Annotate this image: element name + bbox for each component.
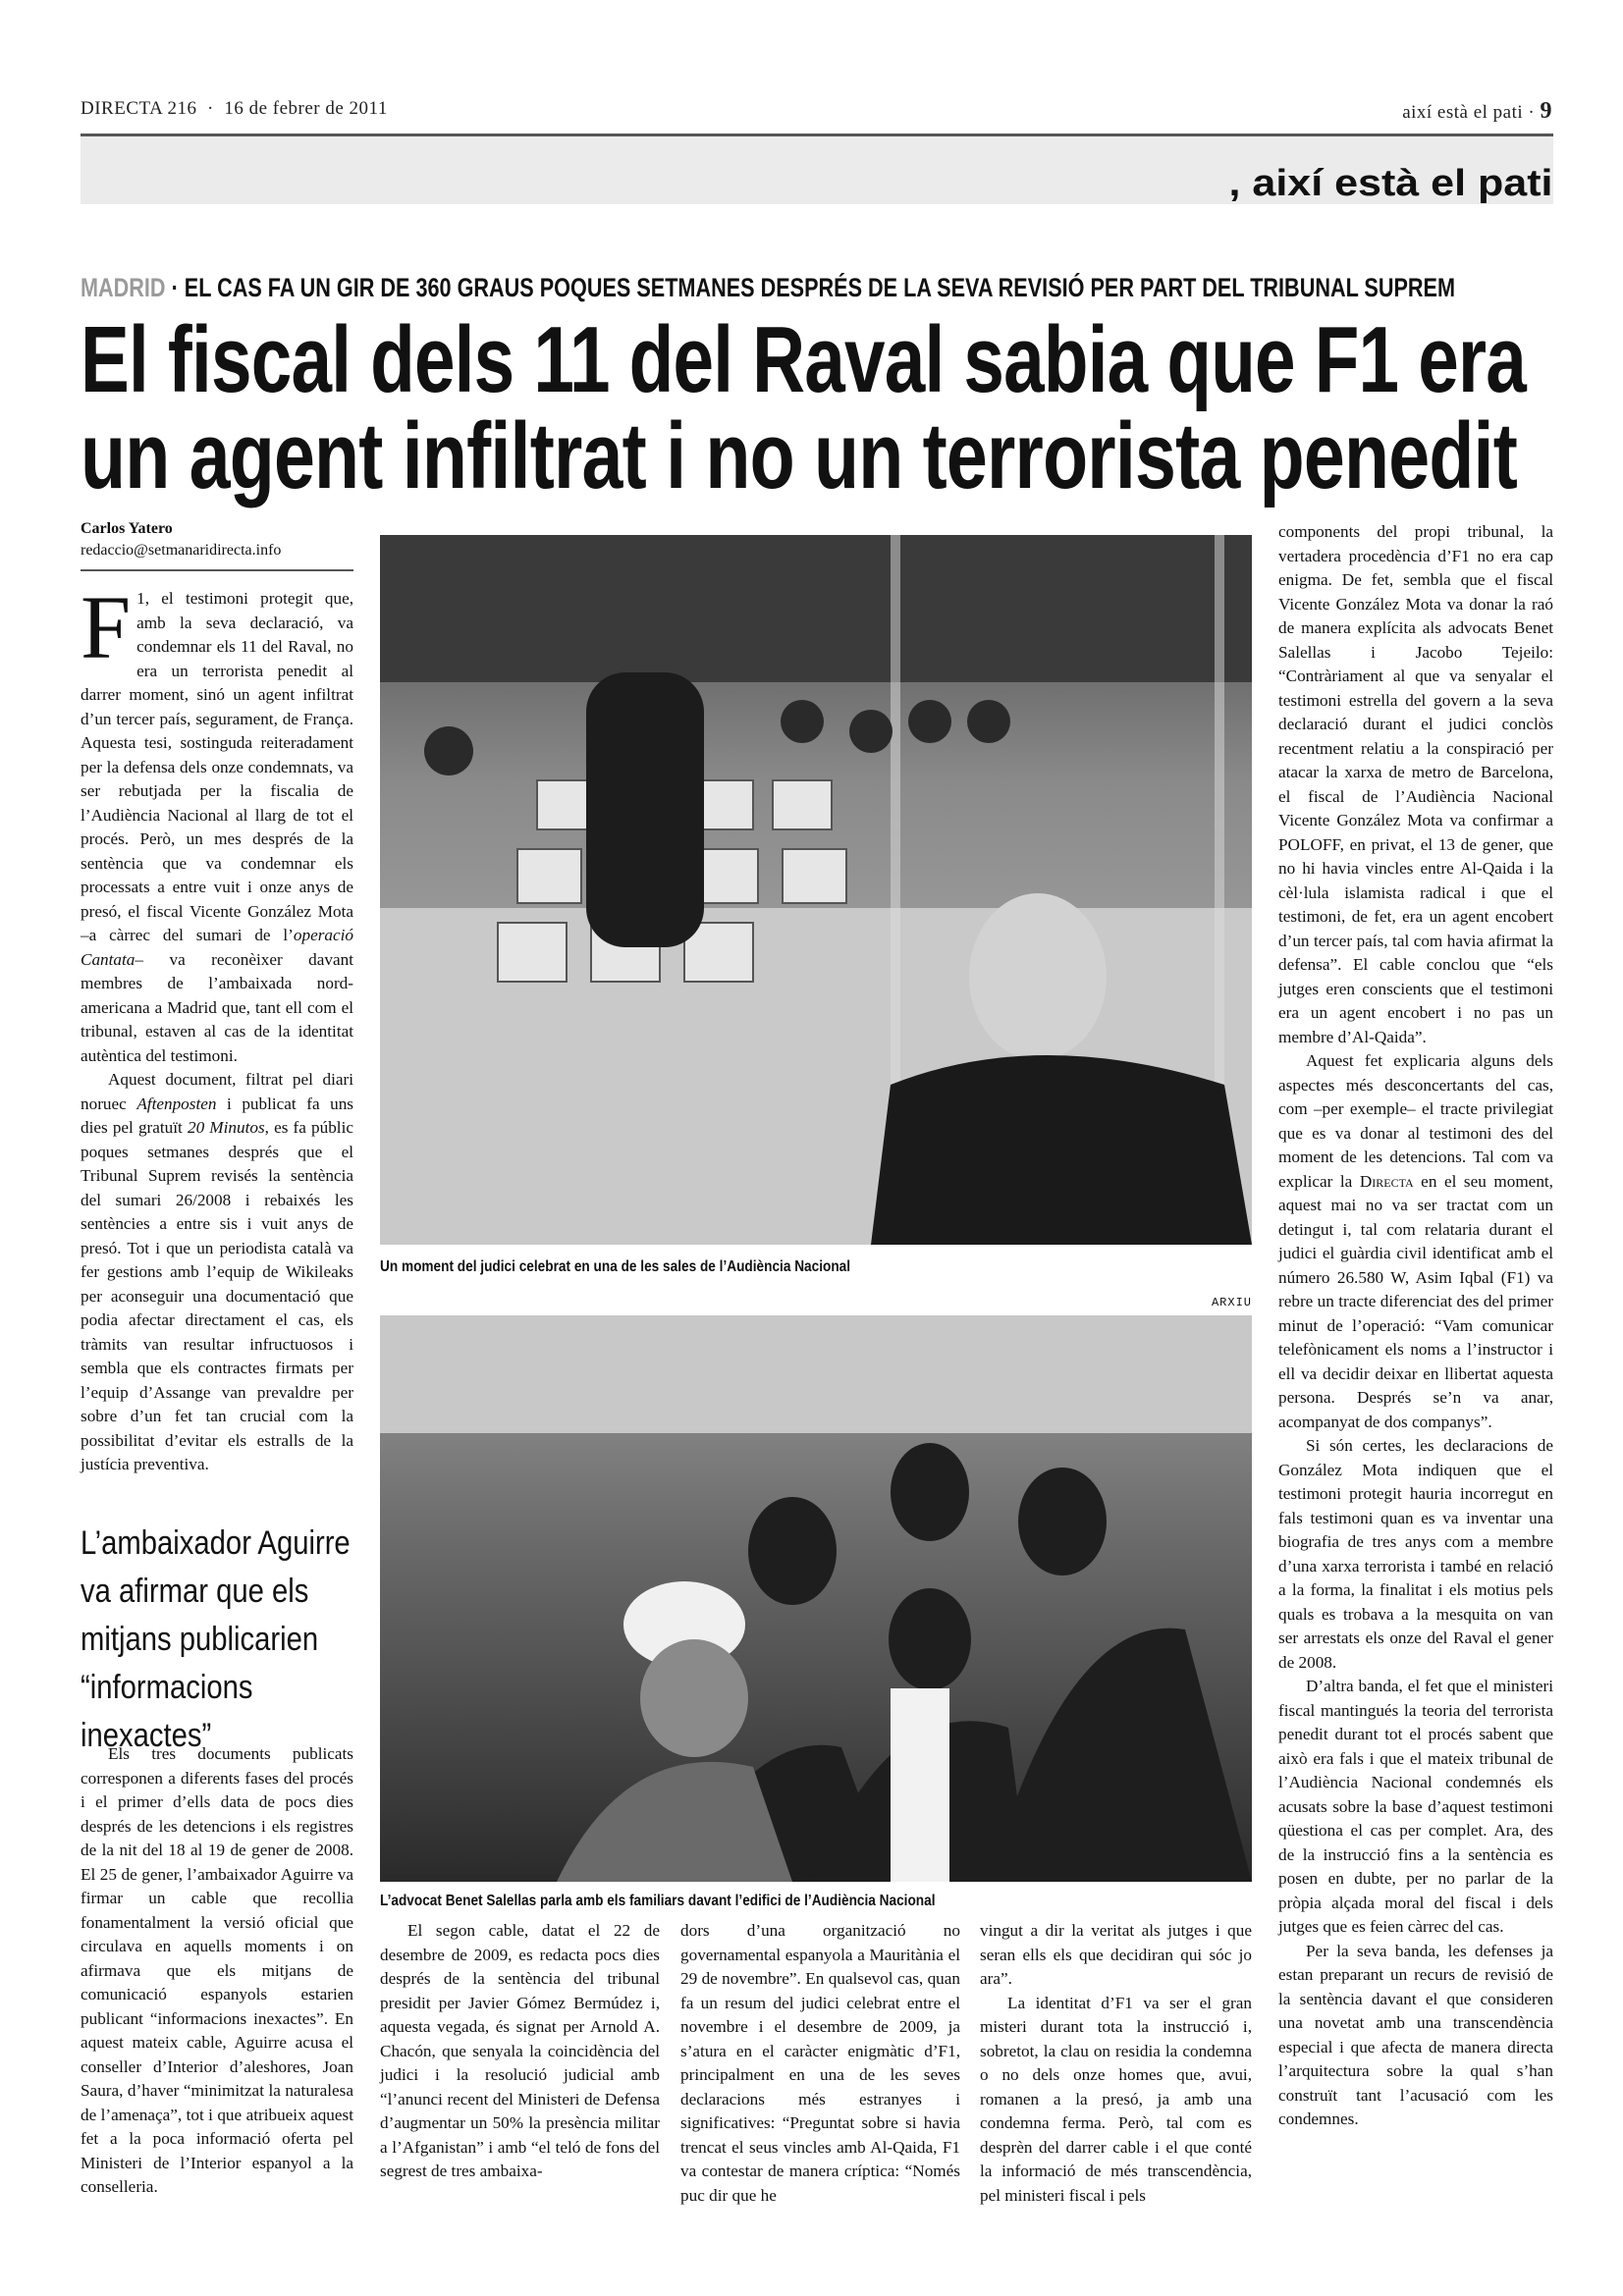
headline	[81, 307, 1623, 508]
italic-run: Aftenposten	[136, 1094, 217, 1113]
paragraph: La identitat d’F1 va ser el gran misteri durant tota la instrucció i, sobretot, la clau on residia la condemna o no dels onze homes que, avui, romanen a la presó, ja amb una condemna ferma. Però, tal com es desprèn del darrer cable i el que conté la informació de més transcendència, pel ministeri fiscal i pels	[980, 1993, 1252, 2205]
author-name: Carlos Yatero	[81, 520, 173, 537]
left-column-bottom	[81, 1742, 353, 2200]
publication-name: Directa	[1359, 1171, 1414, 1191]
italic-run: operació Cantata	[81, 926, 353, 969]
paragraph: components del propi tribunal, la vertadera procedència d’F1 no era cap enigma. De fet, sembla que el fiscal Vicente González Mota va donar la raó de manera explícita als advocats Benet Salellas i Jacobo Tejeilo: “Contràriament al que va senyalar el testimoni estrella del govern a la seva declaració durant el judici conclòs recentment relatiu a la conspiració per atacar la xarxa de metro de Barcelona, el fiscal de l’Audiència Nacional Vicente González Mota va confirmar a POLOFF, en privat, el 13 de gener, que no hi havia vincles entre Al-Qaida i la cèl·lula islamista radical i que el testimoni, de fet, era un agent encobert d’un tercer país, tal com havia afirmat la defensa”. El cable conclou que “els jutges eren conscients que el testimoni era un agent encobert i no pas un membre d’Al-Qaida”.	[1278, 522, 1553, 1046]
running-head-section	[1402, 98, 1552, 125]
drop-cap: F	[81, 577, 132, 677]
paragraph: Si són certes, les declaracions de González Mota indiquen que el testimoni protegit hauria incorregut en fals testimoni quan es va inventar una biografia de tres anys com a membre d’una xarxa terrorista i també en relació a la forma, la finalitat i els motius pels quals es trobava a la mesquita on van ser arrestats els onze del Raval el gener de 2008.	[1278, 1436, 1553, 1672]
kicker-text: · EL CAS FA UN GIR DE 360 GRAUS POQUES SETMANES DESPRÉS DE LA SEVA REVISIÓ PER PART DEL TRIBUNAL SUPREM	[165, 273, 1456, 302]
paragraph: vingut a dir la veritat als jutges i que seran ells els que decidiran qui sóc jo ara”.	[980, 1921, 1252, 1988]
middle-column-1	[380, 1919, 660, 2184]
running-head-issue-date: DIRECTA 216 · 16 de febrer de 2011	[81, 98, 388, 119]
paragraph: Els tres documents publicats corresponen a diferents fases del procés i el primer d’ells data de pocs dies després de les detencions i els registres de la nit del 18 al 19 de gener de 2008. El 25 de gener, l’ambaixador Aguirre va firmar un cable que recollia fonamentalment la versió oficial que circulava en aquells moments i on afirmava que els mitjans de comunicació espanyols estarien publicant “informacions inexactes”. En aquest mateix cable, Aguirre acusa el conseller d’Interior d’aleshores, Joan Saura, d’haver “minimitzat la naturalesa de l’amenaça”, tot i que atribueix aquest fet a la poca informació oferta pel Ministeri de l’Interior espanyol a la conselleria.	[81, 1744, 353, 2196]
italic-run: 20 Minutos	[187, 1118, 265, 1137]
author-email: redaccio@setmanaridirecta.info	[81, 542, 282, 559]
text-run: – va reconèixer davant membres de l’ambaixada nord-americana a Madrid que, tant ell com el tribunal, estaven al cas de la identitat autèntica del testimoni.	[81, 949, 353, 1065]
lead-paragraph	[81, 577, 353, 1068]
headline-line-2: un agent infiltrat i no un terrorista penedit	[81, 403, 1517, 508]
paragraph	[1278, 1049, 1553, 1434]
paragraph	[81, 1068, 353, 1477]
courtroom-photo	[380, 535, 1252, 1245]
section-title: , així està el pati	[1228, 163, 1552, 204]
text-run: , es fa públic poques setmanes després que el Tribunal Suprem revisés la sentència del sumari 26/2008 i rebaixés les sentències a entre sis i vuit anys de presó. Tot i que un periodista català va fer gestions amb l’equip de Wikileaks per aconseguir una documentació que podia afectar directament el cas, els tràmits van resultar infructuosos i sembla que els contractes firmats per l’equip d’Assange van prevaldre per sobre d’un fet tan crucial com la possibilitat d’evitar els estralls de la justícia preventiva.	[81, 1118, 353, 1473]
text-run: Aquest document, filtrat pel diari noruec	[81, 1070, 353, 1113]
page-number: 9	[1540, 98, 1552, 124]
photo-credit: ARXIU	[1211, 1296, 1252, 1309]
right-column	[1278, 520, 1553, 2132]
left-column-top	[81, 577, 353, 1477]
paragraph: El segon cable, datat el 22 de desembre de 2009, es redacta pocs dies després de la sentència del tribunal presidit per Javier Gómez Bermúdez i, aquesta vegada, és signat per Arnold A. Chacón, que senyala la coincidència del judici i la resolució judicial amb “l’anunci recent del Ministeri de Defensa d’augmentar un 50% la presència militar a l’Afganistan” i amb “el teló de fons del segrest de tres ambaixa-	[380, 1921, 660, 2180]
text-run: Aquest fet explicaria alguns dels aspectes més desconcertants del cas, com –per exemple– el tracte privilegiat que es va donar al testimoni des del moment de les detencions. Tal com va explicar la	[1278, 1051, 1553, 1191]
kicker	[81, 273, 1455, 303]
kicker-place: MADRID	[81, 273, 166, 302]
text-run: en el seu moment, aquest mai no va ser tractat com un detingut i, tal com relataria durant el judici el guàrdia civil identificat amb el número 26.580 W, Asim Iqbal (F1) va rebre un tracte diferenciat des del primer minut de l’operació: “Vam comunicar telefònicament els noms a l’instructor i ell va decidir deixar en llibertat aquesta persona. Després se’n va anar, acompanyat de dos companys”.	[1278, 1171, 1553, 1431]
middle-column-2	[680, 1919, 960, 2208]
headline-line-1: El fiscal dels 11 del Raval sabia que F1 era	[81, 307, 1526, 412]
photo-caption-2: L’advocat Benet Salellas parla amb els familiars davant l’edifici de l’Audiència Nacional	[380, 1893, 936, 1909]
byline	[81, 518, 353, 571]
street-group-image	[380, 1315, 1252, 1882]
middle-column-3	[980, 1919, 1252, 2208]
text-run: 1, el testimoni protegit que, amb la seva declaració, va condemnar els 11 del Raval, no era un terrorista penedit al darrer moment, sinó un agent infiltrat d’un tercer país, segurament, de França. Aquesta tesi, sostinguda reiteradament per la defensa dels onze condemnats, va ser rebutjada per la fiscalia de l’Audiència Nacional al llarg de tot el procés. Però, un mes després de la sentència que va condemnar els processats a entre vuit i onze anys de presó, el fiscal Vicente González Mota –a càrrec del sumari de l’	[81, 589, 353, 944]
lawyer-with-families-photo	[380, 1315, 1252, 1882]
subheading: L’ambaixador Aguirre va afirmar que els mitjans publicarien “informacions inexactes”	[81, 1524, 351, 1754]
photo-caption-1: Un moment del judici celebrat en una de les sales de l’Audiència Nacional	[380, 1258, 851, 1275]
text-run: i publicat fa uns dies pel gratuït	[81, 1094, 353, 1137]
paragraph: D’altra banda, el fet que el ministeri fiscal mantingués la teoria del terrorista penedit durant tot el procés sabent que això era fals i que el mateix tribunal de l’Audiència Nacional condemnés els acusats sobre la base d’aquest testimoni qüestiona el cas per complet. Ara, des de la instrucció fins a la sentència es posen en dubte, per no parlar de la pròpia alçada moral del fiscal i dels jutges que es feien càrrec del cas.	[1278, 1677, 1553, 1936]
paragraph: Per la seva banda, les defenses ja estan preparant un recurs de revisió de la sentència davant el que consideren una novetat amb una transcendència especial i que afecta de manera directa l’arquitectura sobre la qual s’han construït tant l’acusació com les condemnes.	[1278, 1941, 1553, 2128]
paragraph: dors d’una organització no governamental espanyola a Mauritània el 29 de novembre”. En qualsevol cas, quan fa un resum del judici celebrat entre el novembre i el desembre de 2009, ja s’atura en el caràcter enigmàtic d’F1, principalment en una de les seves declaracions més estranyes i significatives: “Preguntat sobre si havia trencat el seus vincles amb Al-Qaida, F1 va contestar de manera críptica: “Només puc dir que he	[680, 1921, 960, 2205]
running-head-section-label: així està el pati ·	[1402, 102, 1541, 123]
courtroom-image	[380, 535, 1252, 1245]
